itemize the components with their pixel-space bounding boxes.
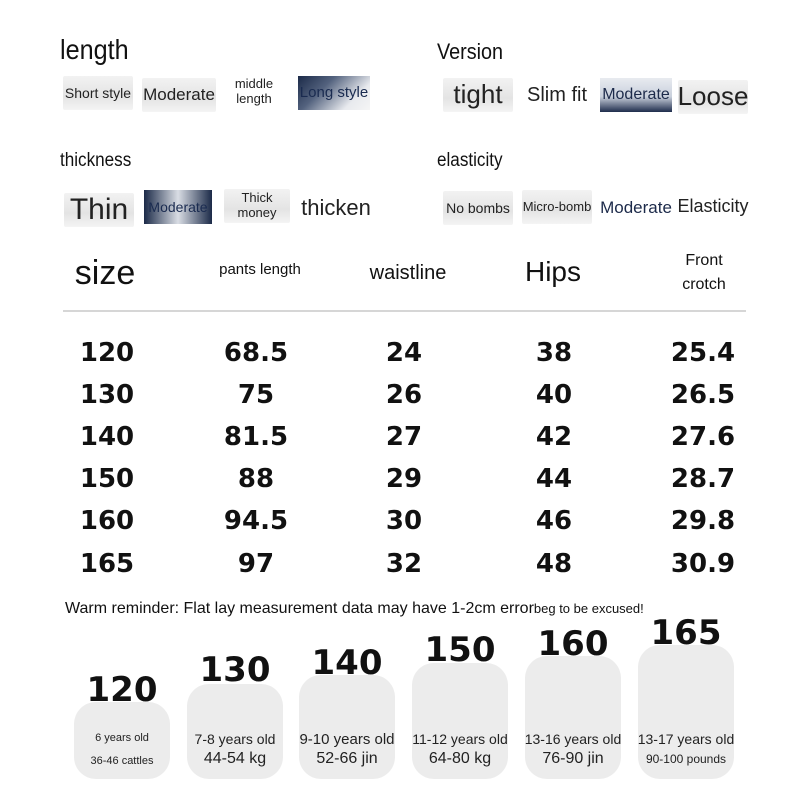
warm-reminder-tail: beg to be excused! (533, 601, 644, 616)
version-option-moderate-selected: Moderate (600, 78, 672, 112)
table-cell-front-crotch: 26.5 (670, 380, 736, 410)
version-option-loose: Loose (678, 80, 748, 114)
length-option-middle: middle length (234, 76, 274, 106)
table-cell-size: 120 (79, 338, 135, 368)
length-option-moderate: Moderate (142, 78, 216, 112)
elasticity-option-micro: Micro-bomb (522, 190, 592, 224)
table-cell-front-crotch: 30.9 (670, 549, 736, 579)
length-section-title: length (60, 34, 129, 65)
table-cell-size: 160 (79, 506, 135, 536)
table-cell-front-crotch: 28.7 (670, 464, 736, 494)
version-option-slim: Slim fit (527, 83, 587, 106)
thickness-option-thicken: thicken (301, 195, 371, 221)
table-divider (63, 310, 746, 312)
table-cell-pants-length: 81.5 (223, 422, 289, 452)
table-cell-pants-length: 94.5 (223, 506, 289, 536)
size-card-age: 9-10 years old (299, 731, 395, 748)
header-pants-length: pants length (219, 261, 301, 278)
header-hips: Hips (524, 256, 581, 287)
size-card-weight: 44-54 kg (203, 750, 267, 767)
table-cell-hips: 40 (535, 380, 573, 410)
header-size: size (74, 254, 136, 292)
table-cell-front-crotch: 27.6 (670, 422, 736, 452)
table-cell-waistline: 29 (385, 464, 423, 494)
table-cell-hips: 48 (535, 549, 573, 579)
thickness-section-title: thickness (60, 150, 132, 171)
table-cell-waistline: 32 (385, 549, 423, 579)
size-card-age: 11-12 years old (412, 731, 508, 747)
table-cell-waistline: 30 (385, 506, 423, 536)
thickness-option-moderate-selected: Moderate (144, 190, 212, 224)
version-section-title: Version (437, 39, 504, 64)
header-waistline: waistline (369, 262, 447, 284)
version-option-tight: tight (443, 78, 513, 112)
table-cell-waistline: 27 (385, 422, 423, 452)
table-cell-size: 130 (79, 380, 135, 410)
table-cell-size: 165 (79, 549, 135, 579)
length-option-short: Short style (63, 76, 133, 110)
elasticity-option-elasticity: Elasticity (677, 195, 749, 216)
table-cell-pants-length: 68.5 (223, 338, 289, 368)
size-card-size: 130 (199, 650, 271, 690)
table-cell-waistline: 26 (385, 380, 423, 410)
warm-reminder (65, 600, 644, 618)
warm-reminder-text: Warm reminder: Flat lay measurement data may have 1-2cm error (65, 600, 534, 617)
size-card-weight: 76-90 jin (542, 750, 604, 767)
table-cell-hips: 42 (535, 422, 573, 452)
elasticity-option-no-bombs: No bombs (443, 191, 513, 225)
table-cell-hips: 46 (535, 506, 573, 536)
size-card-weight: 64-80 kg (428, 750, 492, 767)
elasticity-section-title: elasticity (437, 150, 503, 171)
table-cell-front-crotch: 25.4 (670, 338, 736, 368)
table-cell-hips: 44 (535, 464, 573, 494)
table-cell-front-crotch: 29.8 (670, 506, 736, 536)
thickness-option-thin: Thin (64, 193, 134, 227)
thickness-option-thick: Thick money (224, 189, 290, 223)
size-card-size: 160 (537, 624, 609, 664)
size-card-weight: 52-66 jin (316, 750, 378, 767)
table-cell-pants-length: 75 (237, 380, 275, 410)
size-card-age: 6 years old (95, 732, 149, 744)
table-cell-waistline: 24 (385, 338, 423, 368)
size-card-size: 120 (86, 670, 158, 710)
size-card-size: 150 (424, 630, 496, 670)
size-card-age: 13-16 years old (524, 731, 622, 747)
table-cell-size: 140 (79, 422, 135, 452)
table-cell-size: 150 (79, 464, 135, 494)
size-card-size: 140 (311, 643, 383, 683)
size-card-size: 165 (650, 613, 722, 653)
elasticity-option-moderate: Moderate (600, 198, 672, 218)
length-option-long-selected: Long style (298, 76, 370, 110)
size-card-age: 13-17 years old (637, 731, 735, 747)
table-cell-pants-length: 97 (237, 549, 275, 579)
table-cell-pants-length: 88 (237, 464, 275, 494)
table-cell-hips: 38 (535, 338, 573, 368)
size-card-weight: 36-46 cattles (90, 755, 154, 767)
header-front-crotch: Front crotch (682, 252, 726, 293)
size-card-weight: 90-100 pounds (645, 752, 727, 766)
size-card-age: 7-8 years old (194, 731, 276, 747)
